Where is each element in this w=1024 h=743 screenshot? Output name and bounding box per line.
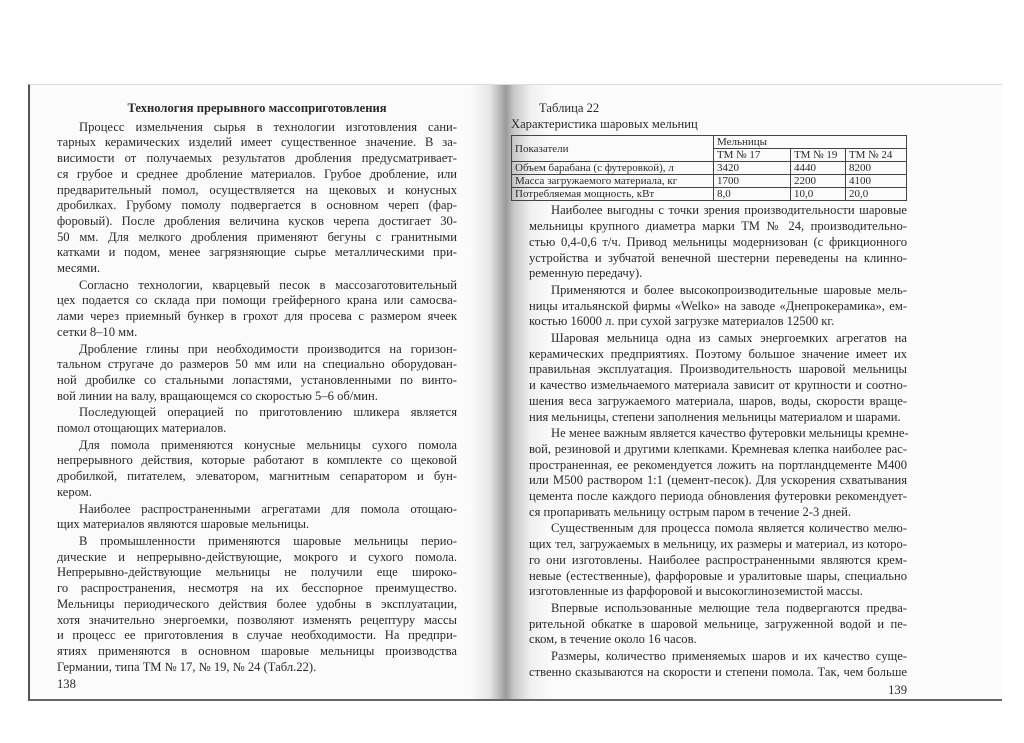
text-line: го они изготовлены. Наиболее распространенными являются крем- xyxy=(529,552,907,567)
text-line: щих тел, загружаемых в мельницу, их размеры и материал, из которо- xyxy=(529,537,907,552)
text-line: ском, в течение около 16 часов. xyxy=(529,632,697,647)
text-line: Шаровая мельница одна из самых энергоемких агрегатов на xyxy=(551,331,907,346)
paragraph xyxy=(57,502,457,533)
text-line: шения веса загружаемого материала, шаров, воды, скорости враще- xyxy=(529,393,907,408)
text-line: месями. xyxy=(57,261,101,276)
text-line: ся грубое и среднее дробление материалов. Грубое дробление, или xyxy=(57,166,457,181)
text-line: цех подается со склада при помощи грейферного крана или самосва- xyxy=(57,293,457,308)
table-column-header: ТМ № 24 xyxy=(846,149,907,162)
text-line: Не менее важным является качество футеровки мельницы кремне- xyxy=(551,426,909,441)
table-cell: 2200 xyxy=(791,175,846,188)
paragraph xyxy=(529,331,907,425)
text-line: В промышленности применяются шаровые мельницы перио- xyxy=(79,533,457,548)
table-cell: 3420 xyxy=(714,162,791,175)
text-line: го распространения, несмотря на их бесспорное преимущество. xyxy=(57,581,457,596)
text-line: Согласно технологии, кварцевый песок в массозаготовительный xyxy=(79,277,457,292)
text-line: 50 мм. Для мелкого дробления применяют бегуны с гранитными xyxy=(57,229,457,244)
text-line: Существенным для процесса помола является количество мелю- xyxy=(551,521,907,536)
text-line: ся пропаривать мельницу острым паром в течение 2-3 дней. xyxy=(529,504,852,519)
table-cell: 8,0 xyxy=(714,188,791,201)
page-number: 138 xyxy=(57,677,76,692)
table-row xyxy=(512,162,907,175)
text-line: помол отощающих материалов. xyxy=(57,421,227,436)
text-line: пространенная, ее рекомендуется ложить на портландцементе М400 xyxy=(529,457,907,472)
text-line: изготовленные из фарфоровой и высокоглиноземистой массы. xyxy=(529,584,863,599)
table-cell: 1700 xyxy=(714,175,791,188)
text-line: Наиболее распространенными агрегатами для помола отощаю- xyxy=(79,501,457,516)
text-line: ния мельницы, степени заполнения мельницы материалом и шарами. xyxy=(529,409,901,424)
table-cell: 20,0 xyxy=(846,188,907,201)
text-line: Для помола применяются конусные мельницы сухого помола xyxy=(79,437,457,452)
text-line: тарных керамических изделий имеет существенное значение. В за- xyxy=(57,135,457,150)
text-line: устройства и зубчатой венечной шестерни переведены на клинно- xyxy=(529,250,907,265)
text-line: стью 0,4-0,6 т/ч. Привод мельницы модернизован (с фрикционного xyxy=(529,234,907,249)
text-line: цемента после каждого периода обновления футеровки рекомендует- xyxy=(529,489,907,504)
text-line: вой, резиновой и другими клепками. Кремневая клепка наиболее рас- xyxy=(529,441,907,456)
mills-table xyxy=(511,135,907,201)
text-line: Мельницы периодического действия более удобны в эксплуатации, xyxy=(57,596,457,611)
right-page xyxy=(511,101,909,698)
text-line: керамических предприятиях. Поэтому большое значение имеет их xyxy=(529,346,907,361)
text-line: Процесс измельчения сырья в технологии изготовления сани- xyxy=(79,119,457,134)
text-line: вой линии на валу, вращающемся со скоростью 5–6 об/мин. xyxy=(57,388,378,403)
row-label: Масса загружаемого материала, кг xyxy=(512,175,714,188)
paragraph xyxy=(57,534,457,675)
text-line: лами через приемный бункер в грохот для просева с размером ячеек xyxy=(57,309,457,324)
text-line: непрерывного действия, которые работают в комплекте со щековой xyxy=(57,453,457,468)
text-line: Непрерывно-действующие мельницы не получили еще широко- xyxy=(57,565,457,580)
paragraph xyxy=(529,521,907,600)
text-line: правильная эксплуатация. Производительность шаровой мельницы xyxy=(529,362,907,377)
left-page-body xyxy=(57,120,457,676)
paragraph xyxy=(529,649,907,680)
text-line: Дробление глины при необходимости производится на горизон- xyxy=(79,341,457,356)
text-line: Последующей операцией по приготовлению шликера является xyxy=(79,405,457,420)
paragraph xyxy=(529,426,907,520)
row-label: Потребляемая мощность, кВт xyxy=(512,188,714,201)
paragraph xyxy=(57,405,457,436)
paragraph xyxy=(529,601,907,648)
left-page xyxy=(57,101,457,693)
table-cell: 8200 xyxy=(846,162,907,175)
row-label: Объем барабана (с футеровкой), л xyxy=(512,162,714,175)
table-cell: 4440 xyxy=(791,162,846,175)
table-column-header: ТМ № 19 xyxy=(791,149,846,162)
text-line: и качество измельчаемого материала зависит от крупности и соотно- xyxy=(529,378,907,393)
table-row xyxy=(512,175,907,188)
text-line: ницы итальянской фирмы «Welko» на заводе «Днепрокерамика», ем- xyxy=(529,298,907,313)
text-line: ной дробилке со стальными лопастями, установленными по винто- xyxy=(57,372,457,387)
text-line: кером. xyxy=(57,484,92,499)
paragraph xyxy=(57,278,457,341)
text-line: ственно сказываются на скорости и степени помола. Так, чем больше xyxy=(529,664,907,679)
text-line: хотя значительно энергоемки, позволяют изменять рецептуру массы xyxy=(57,612,457,627)
table-body xyxy=(512,162,907,201)
text-line: Германии, типа ТМ № 17, № 19, № 24 (Табл.22). xyxy=(57,659,317,674)
text-line: рительной обкатке в шаровой мельнице, загруженной водой и пе- xyxy=(529,616,907,631)
text-line: тальном стругаче до размеров 50 мм или на специально оборудован- xyxy=(57,357,457,372)
text-line: висимости от получаемых результатов дробления предусматривает- xyxy=(57,151,457,166)
text-line: и процесс ее приготовления в случае необходимости. На предпри- xyxy=(57,628,457,643)
text-line: Впервые использованные мелющие тела подвергаются предва- xyxy=(551,600,907,615)
table-column-header: ТМ № 17 xyxy=(714,149,791,162)
section-title: Технология прерывного массоприготовления xyxy=(127,101,387,115)
table-row xyxy=(512,188,907,201)
text-line: невые (естественные), фарфоровые и уралитовые шары, специально xyxy=(529,568,907,583)
page-number: 139 xyxy=(888,682,907,697)
text-line: щих материалов являются шаровые мельницы. xyxy=(57,517,310,532)
text-line: предварительный помол, осуществляется на щековых и конусных xyxy=(57,182,457,197)
text-line: дробилкой, питателем, элеватором, магнитным сепаратором и бун- xyxy=(57,469,457,484)
table-group-header: Мельницы xyxy=(714,136,907,149)
text-line: ременную передачу). xyxy=(529,266,643,281)
text-line: сетки 8–10 мм. xyxy=(57,324,138,339)
paragraph xyxy=(529,203,907,282)
table-cell: 10,0 xyxy=(791,188,846,201)
text-line: дические и непрерывно-действующие, мокрого и сухого помола. xyxy=(57,549,457,564)
text-line: костью 16000 л. при сухой загрузке материалов 12500 кг. xyxy=(529,314,835,329)
table-col-header: Показатели xyxy=(512,136,714,162)
text-line: катками и подом, менее загрязняющие сырье металлическими при- xyxy=(57,245,457,260)
table-title: Характеристика шаровых мельниц xyxy=(511,116,698,131)
paragraph xyxy=(57,342,457,405)
text-line: дробилках. Грубому помолу подвергается в основном череп (фар- xyxy=(57,198,457,213)
right-page-body xyxy=(529,203,907,680)
text-line: мельницы крупного диаметра марки ТМ № 24, производительно- xyxy=(529,219,907,234)
text-line: ятиях применяются в основном шаровые мельницы производства xyxy=(57,643,457,658)
text-line: Применяются и более высокопроизводительные шаровые мель- xyxy=(551,282,907,297)
text-line: форовый). После дробления величина кусков черепа достигает 30- xyxy=(57,213,457,228)
table-label: Таблица 22 xyxy=(539,101,600,115)
book-spread xyxy=(28,84,1002,701)
text-line: или М500 раствором 1:1 (цемент-песок). Для ускорения схватывания xyxy=(529,473,907,488)
paragraph xyxy=(57,120,457,277)
paragraph xyxy=(529,283,907,330)
table-cell: 4100 xyxy=(846,175,907,188)
text-line: Размеры, количество применяемых шаров и их качество суще- xyxy=(551,649,907,664)
text-line: Наиболее выгодны с точки зрения производительности шаровые xyxy=(551,203,907,218)
paragraph xyxy=(57,438,457,501)
